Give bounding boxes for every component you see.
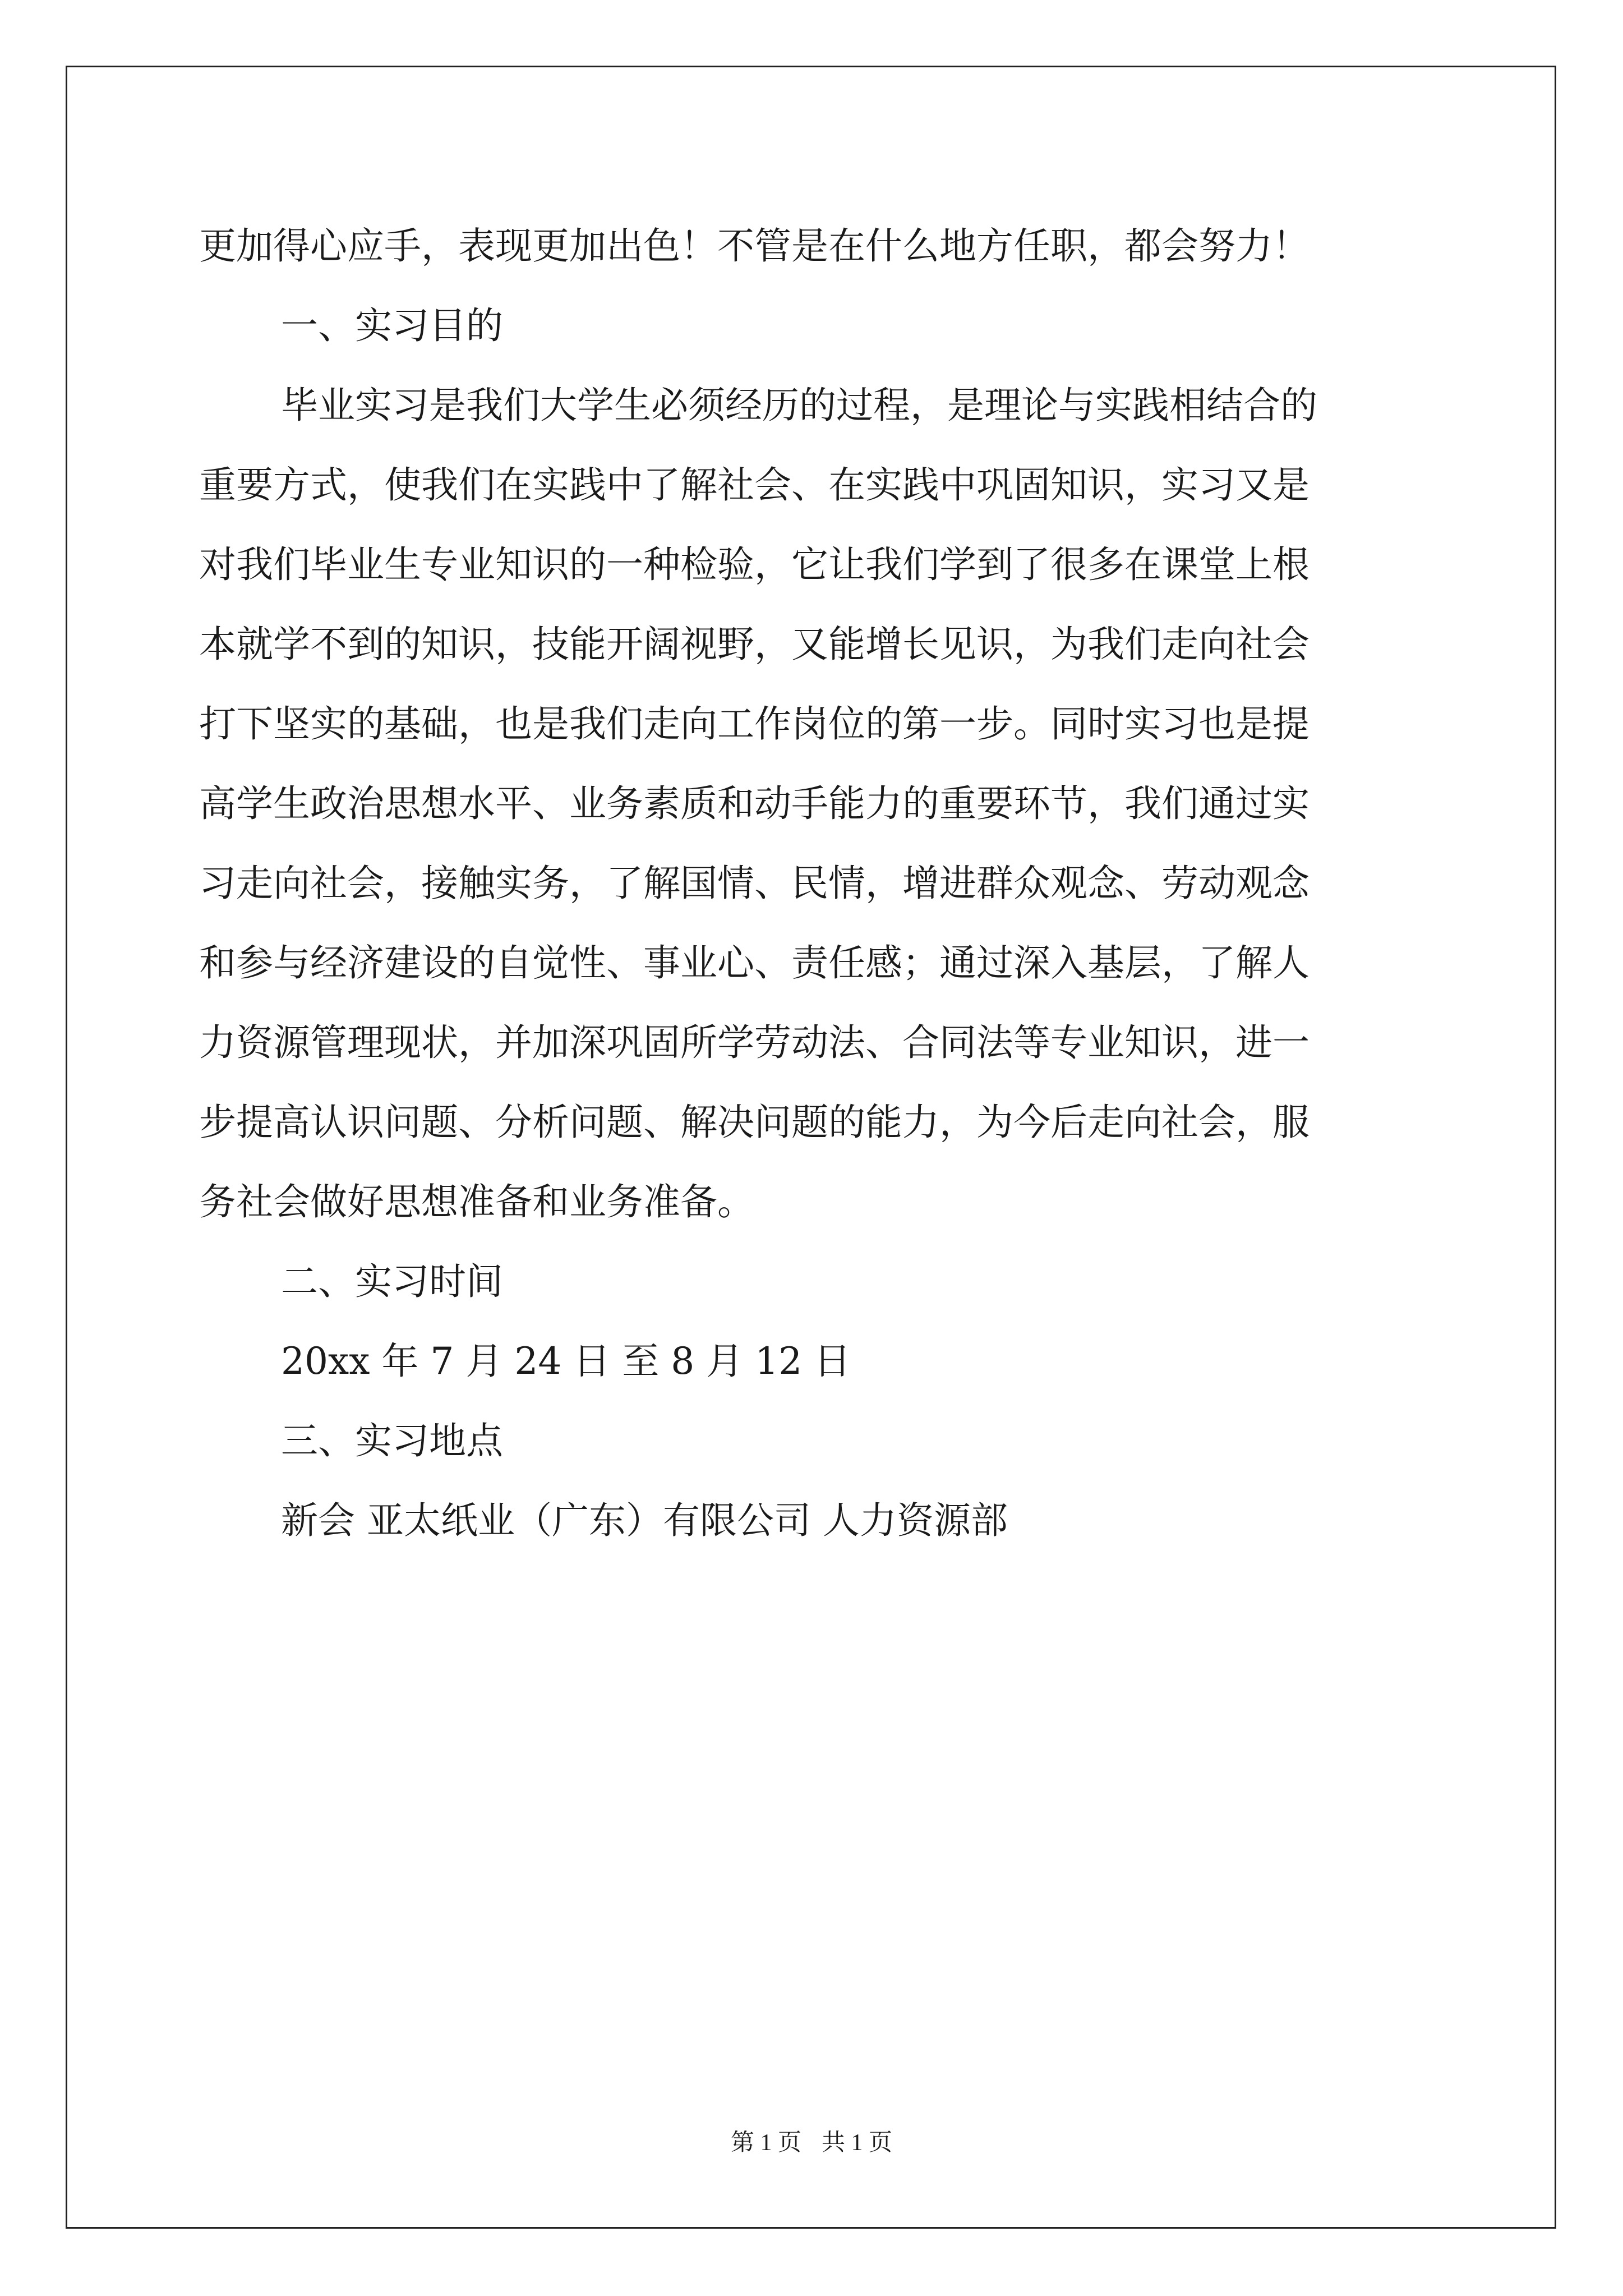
paragraph-line: 高学生政治思想水平、业务素质和动手能力的重要环节，我们通过实 bbox=[199, 782, 1310, 825]
paragraph-line: 务社会做好思想准备和业务准备。 bbox=[199, 1180, 754, 1223]
paragraph-line: 步提高认识问题、分析问题、解决问题的能力，为今后走向社会，服 bbox=[199, 1101, 1310, 1144]
paragraph-line: 力资源管理现状，并加深巩固所学劳动法、合同法等专业知识，进一 bbox=[199, 1021, 1310, 1064]
page-footer bbox=[0, 2126, 1623, 2160]
paragraph-line: 重要方式，使我们在实践中了解社会、在实践中巩固知识，实习又是 bbox=[199, 463, 1310, 507]
paragraph-line: 习走向社会，接触实务，了解国情、民情，增进群众观念、劳动观念 bbox=[199, 862, 1310, 905]
paragraph-line: 对我们毕业生专业知识的一种检验，它让我们学到了很多在课堂上根 bbox=[199, 543, 1310, 586]
page-number: 第 1 页 bbox=[730, 2130, 801, 2156]
document-body bbox=[199, 222, 1427, 1576]
paragraph-line: 本就学不到的知识，技能开阔视野，又能增长见识，为我们走向社会 bbox=[199, 623, 1310, 666]
section-heading-purpose: 一、实习目的 bbox=[281, 304, 503, 347]
paragraph-line: 更加得心应手，表现更加出色！不管是在什么地方任职，都会努力！ bbox=[199, 224, 1310, 268]
section-heading-time: 二、实习时间 bbox=[281, 1260, 503, 1303]
section-heading-location: 三、实习地点 bbox=[281, 1419, 503, 1462]
internship-location: 新会 亚太纸业（广东）有限公司 人力资源部 bbox=[281, 1499, 1008, 1542]
paragraph-line: 毕业实习是我们大学生必须经历的过程，是理论与实践相结合的 bbox=[281, 384, 1317, 427]
paragraph-line: 打下坚实的基础，也是我们走向工作岗位的第一步。同时实习也是提 bbox=[199, 702, 1310, 746]
internship-dates: 20xx 年 7 月 24 日 至 8 月 12 日 bbox=[281, 1340, 851, 1383]
page-total: 共 1 页 bbox=[822, 2130, 893, 2156]
paragraph-line: 和参与经济建设的自觉性、事业心、责任感；通过深入基层，了解人 bbox=[199, 941, 1310, 984]
